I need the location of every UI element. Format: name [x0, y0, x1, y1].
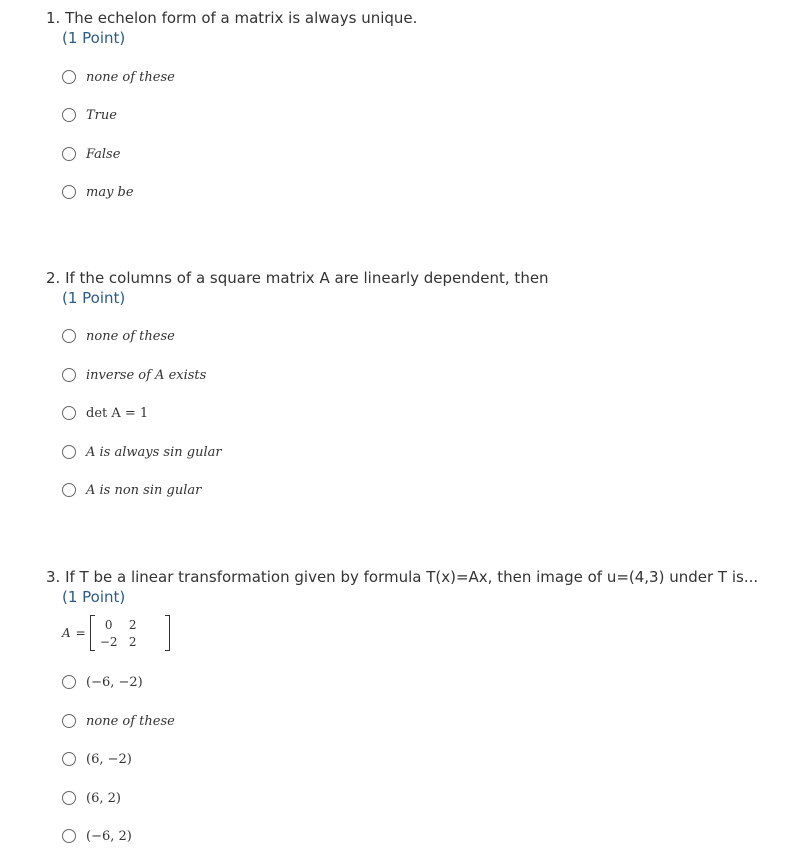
- question-1-points: (1 Point): [62, 29, 126, 47]
- q2-option-det-a-1[interactable]: [62, 401, 148, 425]
- matrix-right-bracket: [165, 615, 170, 651]
- option-label: False: [86, 146, 121, 162]
- radio-button[interactable]: [62, 185, 76, 199]
- radio-button[interactable]: [62, 368, 76, 382]
- question-2-title: 2. If the columns of a square matrix A are linearly dependent, then: [46, 269, 549, 287]
- option-label: (−6, −2): [86, 674, 143, 690]
- radio-button[interactable]: [62, 675, 76, 689]
- question-3-points: (1 Point): [62, 588, 126, 606]
- q2-option-none-of-these[interactable]: [62, 324, 175, 348]
- question-1: [46, 8, 776, 200]
- option-label: A is always sin gular: [86, 444, 222, 460]
- option-label: (6, 2): [86, 790, 121, 806]
- matrix-entries: [97, 616, 145, 650]
- question-3: [46, 567, 776, 844]
- radio-button[interactable]: [62, 329, 76, 343]
- matrix-cell: 0: [104, 617, 113, 632]
- q2-option-always-singular[interactable]: [62, 440, 222, 464]
- question-3-title: 3. If T be a linear transformation given by formula T(x)=Ax, then image of u=(4,3) under T is...: [46, 568, 759, 586]
- matrix-cell: 2: [128, 617, 137, 632]
- q2-option-non-singular[interactable]: [62, 478, 201, 502]
- q3-option-neg6-neg2[interactable]: [62, 670, 143, 694]
- q2-option-inverse-exists[interactable]: [62, 363, 206, 387]
- q1-option-may-be[interactable]: [62, 180, 134, 204]
- matrix-a: [62, 615, 170, 651]
- option-label: A is non sin gular: [86, 482, 202, 498]
- q3-option-6-2[interactable]: [62, 786, 121, 810]
- radio-button[interactable]: [62, 147, 76, 161]
- option-label: det A = 1: [86, 405, 149, 421]
- q3-option-none-of-these[interactable]: [62, 709, 175, 733]
- option-label: True: [86, 107, 117, 123]
- radio-button[interactable]: [62, 108, 76, 122]
- matrix-equals: =: [75, 626, 86, 640]
- radio-button[interactable]: [62, 483, 76, 497]
- matrix-name: A: [62, 626, 71, 640]
- option-label: none of these: [86, 328, 175, 344]
- radio-button[interactable]: [62, 829, 76, 843]
- q3-option-neg6-2[interactable]: [62, 824, 132, 848]
- option-label: inverse of A exists: [86, 367, 207, 383]
- q3-option-6-neg2[interactable]: [62, 747, 132, 771]
- radio-button[interactable]: [62, 791, 76, 805]
- question-2: [46, 268, 776, 498]
- matrix-cell: −2: [99, 634, 118, 649]
- option-label: (−6, 2): [86, 828, 132, 844]
- radio-button[interactable]: [62, 714, 76, 728]
- matrix-cell: 2: [128, 634, 137, 649]
- question-1-title: 1. The echelon form of a matrix is always unique.: [46, 9, 418, 27]
- question-2-points: (1 Point): [62, 289, 126, 307]
- radio-button[interactable]: [62, 70, 76, 84]
- radio-button[interactable]: [62, 406, 76, 420]
- q1-option-none-of-these[interactable]: [62, 65, 175, 89]
- radio-button[interactable]: [62, 752, 76, 766]
- q1-option-true[interactable]: [62, 103, 117, 127]
- radio-button[interactable]: [62, 445, 76, 459]
- option-label: none of these: [86, 69, 175, 85]
- option-label: may be: [86, 184, 134, 200]
- matrix-left-bracket: [90, 615, 95, 651]
- option-label: none of these: [86, 713, 175, 729]
- q1-option-false[interactable]: [62, 142, 120, 166]
- option-label: (6, −2): [86, 751, 132, 767]
